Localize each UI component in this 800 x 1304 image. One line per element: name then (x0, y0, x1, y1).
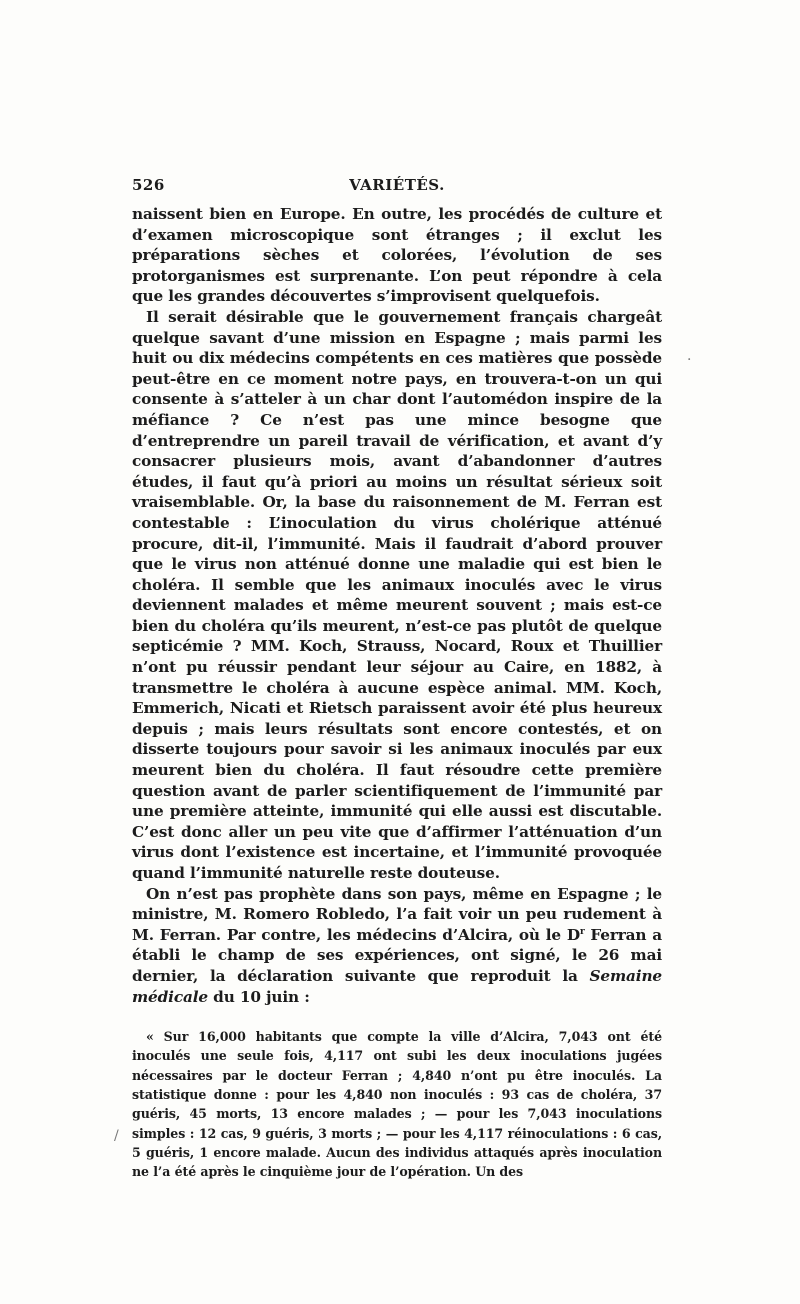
quotation-block (132, 1027, 662, 1181)
page-header (132, 174, 662, 204)
paragraph-3 (132, 884, 662, 1008)
body-text (132, 204, 662, 1007)
paragraph-3-text-mid: Ferran a établi le champ de ses expériences, ont signé, le 26 mai dernier, la déclaration suivante que reproduit la (132, 925, 662, 985)
running-title: VARIÉTÉS. (349, 176, 445, 194)
journal-title: Semaine médicale (132, 966, 662, 1006)
paragraph-3-text-before: On n’est pas prophète dans son pays, même en Espagne ; le ministre, M. Romero Robledo, l’a fait voir un peu rudement à M. Ferran. Par contre, les médecins d’Alcira, où le D (132, 884, 662, 944)
paragraph-2: Il serait désirable que le gouvernement français chargeât quelque savant d’une mission en Espagne ; mais parmi les huit ou dix médecins compétents en ces matières que possède peut-être en ce moment notre pays, en trouvera-t-on un qui consente à s’atteler à un char dont l’automédon inspire de la méfiance ? Ce n’est pas une mince besogne que d’entreprendre un pareil travail de vérification, et avant d’y consacrer plusieurs mois, avant d’abandonner d’autres études, il faut qu’à priori au moins un résultat sérieux soit vraisemblable. Or, la base du raisonnement de M. Ferran est contestable : L’inoculation du virus cholérique atténué procure, dit-il, l’immunité. Mais il faudrait d’abord prouver que le virus non atténué donne une maladie qui est bien le choléra. Il semble que les animaux inoculés avec le virus deviennent malades et même meurent souvent ; mais est-ce bien du choléra qu’ils meurent, n’est-ce pas plutôt de quelque septicémie ? MM. Koch, Strauss, Nocard, Roux et Thuillier n’ont pu réussir pendant leur séjour au Caire, en 1882, à transmettre le choléra à aucune espèce animal. MM. Koch, Emmerich, Nicati et Rietsch paraissent avoir été plus heureux depuis ; mais leurs résultats sont encore contestés, et on disserte toujours pour savoir si les animaux inoculés par eux meurent bien du choléra. Il faut résoudre cette première question avant de parler scientifiquement de l’immunité par une première atteinte, immunité qui elle aussi est discutable. C’est donc aller un peu vite que d’affirmer l’atténuation d’un virus dont l’existence est incertaine, et l’immunité provoquée quand l’immunité naturelle reste douteuse. (132, 307, 662, 882)
document-page (132, 174, 662, 1182)
doctor-abbrev-superscript: r (579, 926, 585, 937)
page-number: 526 (132, 176, 165, 194)
margin-pencil-mark: / (114, 1128, 119, 1144)
paragraph-1: naissent bien en Europe. En outre, les procédés de culture et d’examen microscopique sont étranges ; il exclut les préparations sèches et colorées, l’évolution de ses protorganismes est surprenante. L’on peut répondre à cela que les grandes découvertes s’improvisent quelquefois. (132, 205, 662, 306)
paragraph-3-text-after: du 10 juin : (208, 987, 310, 1006)
margin-speck: · (687, 352, 692, 368)
quotation-text: « Sur 16,000 habitants que compte la ville d’Alcira, 7,043 ont été inoculés une seule fois, 4,117 ont subi les deux inoculations jugées nécessaires par le docteur Ferran ; 4,840 n’ont pu être inoculés. La statistique donne : pour les 4,840 non inoculés : 93 cas de choléra, 37 guéris, 45 morts, 13 encore malades ; — pour les 7,043 inoculations simples : 12 cas, 9 guéris, 3 morts ; — pour les 4,117 réinoculations : 6 cas, 5 guéris, 1 encore malade. Aucun des individus attaqués après inoculation ne l’a été après le cinquième jour de l’opération. Un des (132, 1029, 662, 1180)
